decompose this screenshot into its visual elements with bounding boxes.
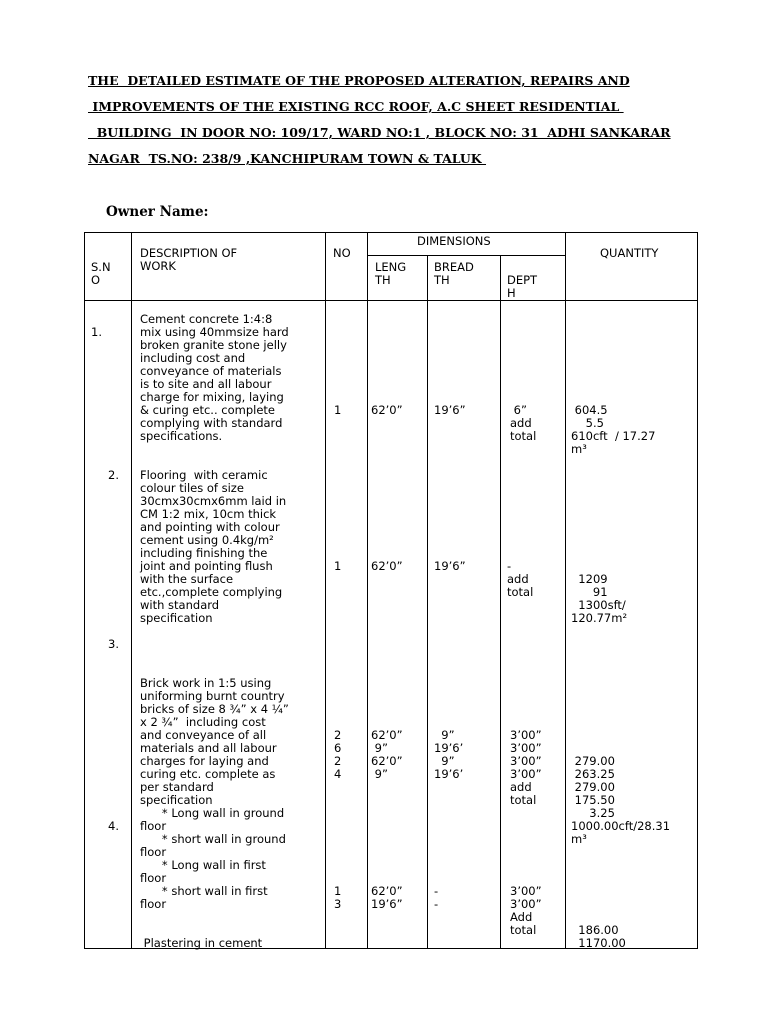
row-3-no: 2 6 2 4 [334,728,342,781]
row-2-quantity: 1209 91 1300sft/ 120.77m² [571,572,628,625]
row-3-breadth: 9” 19’6’ 9” 19’6’ [434,728,464,781]
col-rule-length [427,255,428,948]
row-4-sno: 4. [108,819,119,833]
row-2-no: 1 [334,559,342,573]
col-rule-no [367,233,368,948]
row-1-sno: 1. [91,325,102,339]
row-4-breadth: - - [434,884,439,911]
owner-name-label: Owner Name: [106,204,209,220]
row-1-length: 62’0” [371,403,403,417]
row-4-description: Plastering in cement [140,936,263,950]
row-3-description: Brick work in 1:5 using uniforming burnt country bricks of size 8 ¾” x 4 ¼” x 2 ¾” including cost and conveyance of all materials and all labour charges for laying and curing etc. complete as per standard specification * Long wall in ground floor * short wall in ground floor * Long wall in first floor * short wall in first floor [140,676,289,911]
header-bottom-rule [85,300,697,301]
row-1-breadth: 19’6” [434,403,466,417]
col-rule-sno [131,233,132,948]
row-3-quantity: 279.00 263.25 279.00 175.50 3.25 1000.00cft/28.31 m³ [571,754,671,846]
row-2-breadth: 19’6” [434,559,466,573]
header-description: DESCRIPTION OF WORK [140,246,238,273]
header-sno: S.N O [91,260,111,287]
row-1-no: 1 [334,403,342,417]
col-rule-description [325,233,326,948]
row-3-sno: 3. [108,637,119,651]
row-1-depth: 6” add total [510,403,537,443]
header-breadth: BREAD TH [434,260,474,287]
estimate-title-line-1: THE DETAILED ESTIMATE OF THE PROPOSED ALTERATION, REPAIRS AND [88,73,630,88]
row-4-length: 62’0” 19’6” [371,884,403,911]
row-4-quantity: 186.00 1170.00 [578,923,626,950]
row-3-depth: 3’00” 3’00” 3’00” 3’00” add total [510,728,542,807]
estimate-title-line-3: BUILDING IN DOOR NO: 109/17, WARD NO:1 , BLOCK NO: 31 ADHI SANKARAR [88,125,671,140]
header-length: LENG TH [375,260,407,287]
col-rule-breadth [500,255,501,948]
row-2-depth: - add total [507,559,534,599]
estimate-table [84,232,698,949]
estimate-title-line-2: IMPROVEMENTS OF THE EXISTING RCC ROOF, A.C SHEET RESIDENTIAL [88,99,624,114]
row-4-depth: 3’00” 3’00” Add total [510,884,542,937]
row-2-description: Flooring with ceramic colour tiles of size 30cmx30cmx6mm laid in CM 1:2 mix, 10cm thick and pointing with colour cement using 0.4kg/m² including finishing the joint and pointing flush with the surface etc.,complete complying with standard specification [140,468,287,625]
header-dimensions: DIMENSIONS [417,234,491,248]
col-rule-depth [565,233,566,948]
row-4-no: 1 3 [334,884,342,911]
header-quantity: QUANTITY [600,246,659,260]
row-1-description: Cement concrete 1:4:8 mix using 40mmsize hard broken granite stone jelly including cost and conveyance of materials is to site and all labour charge for mixing, laying & curing etc.. complete complying with standard specifications. [140,312,289,443]
header-no: NO [333,246,351,260]
row-2-length: 62’0” [371,559,403,573]
estimate-title-line-4: NAGAR TS.NO: 238/9 ,KANCHIPURAM TOWN & TALUK [88,151,487,166]
row-2-sno: 2. [108,468,119,482]
dimensions-header-rule [367,255,565,256]
row-3-length: 62’0” 9” 62’0” 9” [371,728,403,781]
row-1-quantity: 604.5 5.5 610cft / 17.27 m³ [571,403,656,456]
header-depth: DEPT H [507,273,538,300]
